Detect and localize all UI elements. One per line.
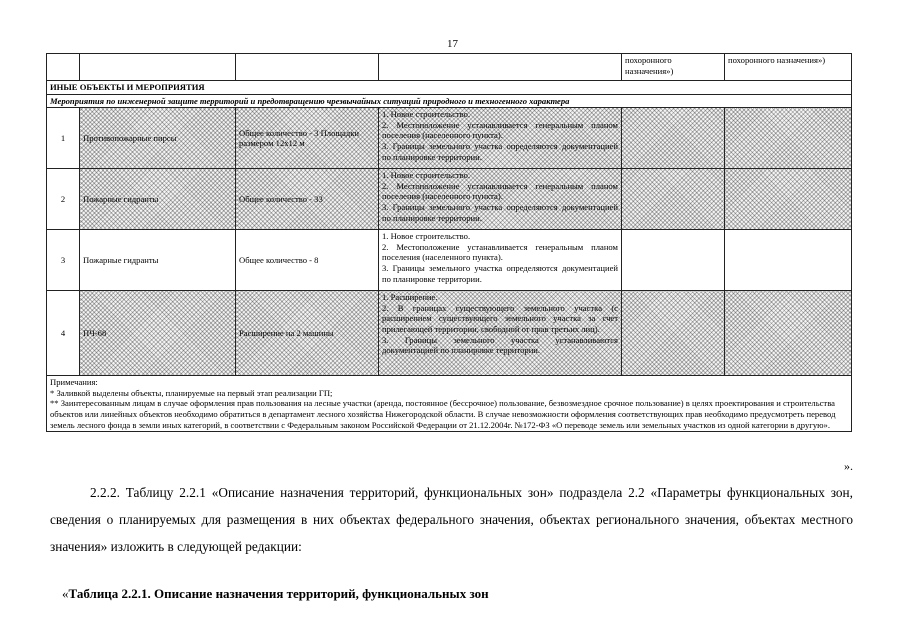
- empty-cell: [622, 291, 725, 376]
- caption-quote: «: [62, 586, 69, 601]
- section-row: [47, 81, 852, 95]
- closing-quote: ».: [844, 459, 853, 473]
- note-1: * Заливкой выделены объекты, планируемые на первый этап реализации ГП;: [50, 387, 333, 398]
- object-parameters: Общее количество - 33: [236, 169, 379, 230]
- row-number: 4: [47, 291, 80, 376]
- table-row-top: [47, 54, 852, 81]
- empty-cell: [622, 169, 725, 230]
- empty-cell: [725, 291, 852, 376]
- empty-cell: [725, 230, 852, 291]
- caption-text: Таблица 2.2.1. Описание назначения территорий, функциональных зон: [68, 586, 489, 601]
- table-row-2: [47, 169, 852, 230]
- object-parameters: Общее количество - 3 Площадки размером 12х12 м: [236, 108, 379, 169]
- object-name: Пожарные гидранты: [80, 230, 236, 291]
- object-description: 1. Новое строительство. 2. Местоположение устанавливается генеральным планом поселения (населенного пункта). 3. Границы земельного участка определяются документацией по планировке территории.: [379, 169, 622, 230]
- page-number: 17: [447, 38, 458, 50]
- empty-cell: [725, 169, 852, 230]
- table-caption: [62, 586, 489, 602]
- row-number: 2: [47, 169, 80, 230]
- cell-top-col6: похоронного назначения»): [725, 54, 852, 81]
- row-number: 1: [47, 108, 80, 169]
- object-parameters: Расширение на 2 машины: [236, 291, 379, 376]
- note-2: ** Заинтересованным лицам в случае оформления прав пользования на лесные участки (аренда, постоянное (бессрочное) пользование, безвозмездное срочное пользование) в целях проектирования и строительства объектов или линейных объектов необходимо обратиться в департамент лесного хозяйства Нижегородской области. В случае невозможности оформления соответствующих прав необходимо предусмотреть перевод земель лесного фонда в земли иных категорий, в соответствии с Федеральным законом Российской Федерации от 21.12.2004г. №172-ФЗ «О переводе земель или земельных участков из одной категории в другую».: [50, 398, 836, 430]
- notes-title: Примечания:: [50, 377, 98, 388]
- object-description: 1. Новое строительство. 2. Местоположение устанавливается генеральным планом поселения (населенного пункта). 3. Границы земельного участка определяются документацией по планировке территории.: [379, 108, 622, 169]
- object-parameters: Общее количество - 8: [236, 230, 379, 291]
- amendment-paragraph: 2.2.2. Таблицу 2.2.1 «Описание назначения территорий, функциональных зон» подраздела 2.2 «Параметры функциональных зон, сведения о планируемых для размещения в них объектах федерального значения, объектах регионального значения, объектах местного значения» изложить в следующей редакции:: [50, 485, 853, 554]
- table-row-4: [47, 291, 852, 376]
- object-name: Пожарные гидранты: [80, 169, 236, 230]
- object-description: 1. Новое строительство. 2. Местоположение устанавливается генеральным планом поселения (населенного пункта). 3. Границы земельного участка определяются документацией по планировке территории.: [379, 230, 622, 291]
- subsection-row: [47, 94, 852, 108]
- notes-row: [47, 376, 852, 432]
- cell-top-col5: похоронного назначения»): [622, 54, 725, 81]
- subsection-title: Мероприятия по инженерной защите территорий и предотвращению чрезвычайных ситуаций природного и техногенного характера: [47, 94, 852, 108]
- empty-cell: [622, 108, 725, 169]
- object-description: 1. Расширение. 2. В границах существующего земельного участка (с расширением существующего земельного участка за счет прилегающей территории, свободной от прав третьих лиц). 3. Границы земельного участка устанавливаются документацией по планировке территории.: [379, 291, 622, 376]
- object-name: Противопожарные пирсы: [80, 108, 236, 169]
- objects-table: [46, 53, 852, 432]
- row-number: 3: [47, 230, 80, 291]
- object-name: ПЧ-68: [80, 291, 236, 376]
- section-title: ИНЫЕ ОБЪЕКТЫ И МЕРОПРИЯТИЯ: [47, 81, 852, 95]
- notes-cell: [47, 376, 852, 432]
- empty-cell: [725, 108, 852, 169]
- table-row-1: [47, 108, 852, 169]
- empty-cell: [622, 230, 725, 291]
- table-row-3: [47, 230, 852, 291]
